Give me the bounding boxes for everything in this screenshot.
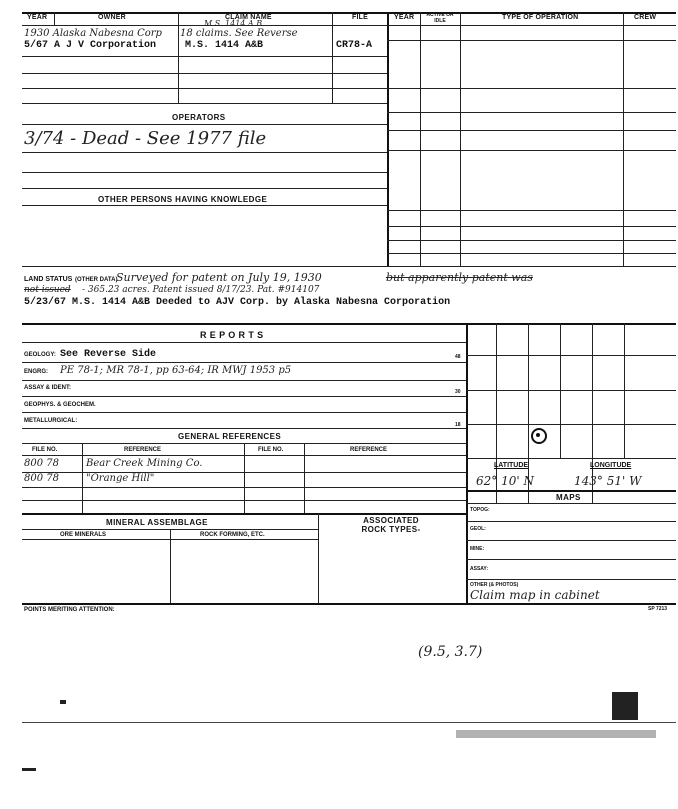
ore-minerals-label: ORE MINERALS	[60, 532, 107, 538]
row-rule	[22, 152, 387, 153]
gr-col-file-no: FILE NO.	[32, 447, 58, 453]
land-status-label: LAND STATUS	[24, 276, 73, 283]
col-divider	[54, 12, 55, 26]
row-rule	[22, 539, 318, 540]
section-rule	[22, 603, 676, 605]
col-divider	[623, 12, 624, 266]
col-divider	[460, 12, 461, 266]
claim-above-note: M.S. 1414 A B	[204, 19, 263, 28]
assay-ident-label: ASSAY & IDENT:	[24, 385, 72, 391]
col-header-owner: OWNER	[98, 14, 126, 21]
gr-col-reference: REFERENCE	[124, 447, 162, 453]
operators-entry: 3/74 - Dead - See 1977 file	[24, 128, 267, 149]
row-rule	[22, 412, 466, 413]
points-meriting-attention-label: POINTS MERITING ATTENTION:	[24, 607, 115, 613]
scan-artifact-block	[612, 692, 638, 720]
col-divider	[332, 25, 333, 103]
other-photos-label: OTHER (& PHOTOS)	[470, 582, 519, 588]
longitude-label: LONGITUDE	[590, 462, 632, 469]
row-rule	[22, 396, 466, 397]
rock-forming-label: ROCK FORMING, ETC.	[200, 532, 265, 538]
mineral-assemblage-title: MINERAL ASSEMBLAGE	[106, 518, 208, 527]
reports-title: R E P O R T S	[200, 330, 264, 340]
col-divider	[178, 12, 179, 26]
geology-value: See Reverse Side	[60, 349, 157, 360]
row-rule	[22, 380, 466, 381]
owner-row-2-file: CR78-A	[336, 40, 373, 51]
row-rule	[22, 56, 387, 57]
grid-line	[466, 458, 676, 459]
owner-row-1-owner: 1930 Alaska Nabesna Corp	[24, 28, 162, 39]
owner-row-2-owner: 5/67 A J V Corporation	[24, 40, 157, 51]
owner-row-1-claim: 18 claims. See Reverse	[180, 28, 298, 39]
col-divider	[244, 443, 245, 513]
row-rule	[466, 540, 676, 541]
maps-title: MAPS	[556, 493, 581, 502]
land-status-line-3: 5/23/67 M.S. 1414 A&B Deeded to AJV Corp. by Alaska Nabesna Corporation	[24, 297, 451, 308]
col-header-file: FILE	[352, 14, 368, 21]
row-rule	[22, 428, 466, 429]
col-divider	[170, 529, 171, 603]
scan-speck	[60, 700, 66, 704]
gr-col-file-no-2: FILE NO.	[258, 447, 284, 453]
scan-speck	[22, 768, 36, 771]
other-persons-title: OTHER PERSONS HAVING KNOWLEDGE	[98, 195, 268, 204]
row-rule	[466, 579, 676, 580]
row-rule	[22, 73, 387, 74]
col-divider	[82, 443, 83, 513]
col-divider	[318, 513, 319, 603]
row-rule	[22, 342, 466, 343]
row-rule	[466, 503, 676, 504]
gr-row-2-reference: "Orange Hill"	[86, 473, 155, 484]
row-rule	[22, 103, 387, 104]
land-status-line-2: - 365.23 acres. Patent issued 8/17/23. Pat. #914107	[82, 285, 320, 295]
row-rule	[22, 205, 387, 206]
gr-row-1-reference: Bear Creek Mining Co.	[86, 458, 203, 469]
row-rule	[22, 362, 466, 363]
row-rule	[387, 112, 676, 113]
col-divider	[332, 12, 333, 26]
col-header-year-2: YEAR	[394, 14, 415, 21]
row-rule	[22, 487, 466, 488]
gr-row-2-file: 800 78	[24, 473, 59, 484]
mine-label: MINE:	[470, 546, 485, 552]
land-status-line-1: Surveyed for patent on July 19, 1930	[116, 271, 322, 284]
row-rule	[22, 500, 466, 501]
row-rule	[22, 266, 676, 267]
land-status-line-2-struck: not issued	[24, 285, 71, 295]
row-rule	[466, 559, 676, 560]
row-rule	[387, 253, 676, 254]
section-rule	[22, 323, 676, 325]
row-rule	[387, 210, 676, 211]
other-photos-value: Claim map in cabinet	[470, 588, 600, 602]
coordinate-note: (9.5, 3.7)	[418, 644, 483, 660]
gr-row-1-file: 800 78	[24, 458, 59, 469]
metallurgical-label: METALLURGICAL:	[24, 418, 78, 424]
gr-col-reference-2: REFERENCE	[350, 447, 388, 453]
col-header-year: YEAR	[27, 14, 48, 21]
engrg-value: PE 78-1; MR 78-1, pp 63-64; IR MWJ 1953 p5	[60, 365, 292, 376]
row-rule	[387, 88, 676, 89]
land-status-other-data: (OTHER DATA)	[75, 277, 118, 283]
grid-line	[466, 355, 676, 356]
grid-line	[466, 424, 676, 425]
row-rule	[22, 188, 387, 189]
geol-label: GEOL:	[470, 526, 486, 532]
owner-row-2-claim: M.S. 1414 A&B	[185, 40, 264, 51]
header-rule	[22, 25, 676, 26]
land-status-line-1-struck: but apparently patent was	[386, 271, 533, 284]
row-rule	[387, 130, 676, 131]
row-rule	[387, 240, 676, 241]
margin-18: 18	[455, 422, 461, 428]
form-number: SP 7213	[648, 606, 668, 612]
col-header-active-idle: ACTIVE OR IDLE	[426, 12, 454, 24]
margin-48: 48	[455, 354, 461, 360]
row-rule	[387, 226, 676, 227]
row-rule	[387, 150, 676, 151]
latitude-value: 62° 10' N	[476, 474, 534, 488]
row-rule	[22, 172, 387, 173]
scan-artifact-noise	[456, 730, 656, 738]
col-divider	[420, 12, 421, 266]
col-header-claim-name: CLAIM NAME	[225, 14, 272, 21]
longitude-value: 143° 51' W	[574, 474, 642, 488]
row-rule	[387, 40, 676, 41]
grid-line	[466, 390, 676, 391]
latitude-label: LATITUDE	[494, 462, 529, 469]
margin-30: 30	[455, 389, 461, 395]
col-divider	[304, 443, 305, 513]
engrg-label: ENGRG:	[24, 369, 48, 375]
location-marker-dot	[536, 433, 540, 437]
assay-map-label: ASSAY:	[470, 566, 489, 572]
topog-label: TOPOG:	[470, 507, 490, 513]
reports-divider	[466, 323, 468, 603]
col-divider	[178, 25, 179, 103]
associated-rock-types-title: ASSOCIATED ROCK TYPES-	[361, 516, 421, 534]
bottom-rule	[22, 722, 676, 723]
row-rule	[22, 88, 387, 89]
geology-label: GEOLOGY:	[24, 352, 56, 358]
col-header-crew: CREW	[634, 14, 657, 21]
general-references-title: GENERAL REFERENCES	[178, 432, 282, 441]
row-rule	[22, 124, 387, 125]
operators-title: OPERATORS	[172, 113, 226, 122]
row-rule	[466, 490, 676, 492]
geophys-label: GEOPHYS. & GEOCHEM.	[24, 402, 96, 408]
col-header-type-of-operation: TYPE OF OPERATION	[502, 14, 579, 21]
row-rule	[466, 521, 676, 522]
main-divider	[387, 12, 389, 266]
row-rule	[22, 513, 466, 515]
